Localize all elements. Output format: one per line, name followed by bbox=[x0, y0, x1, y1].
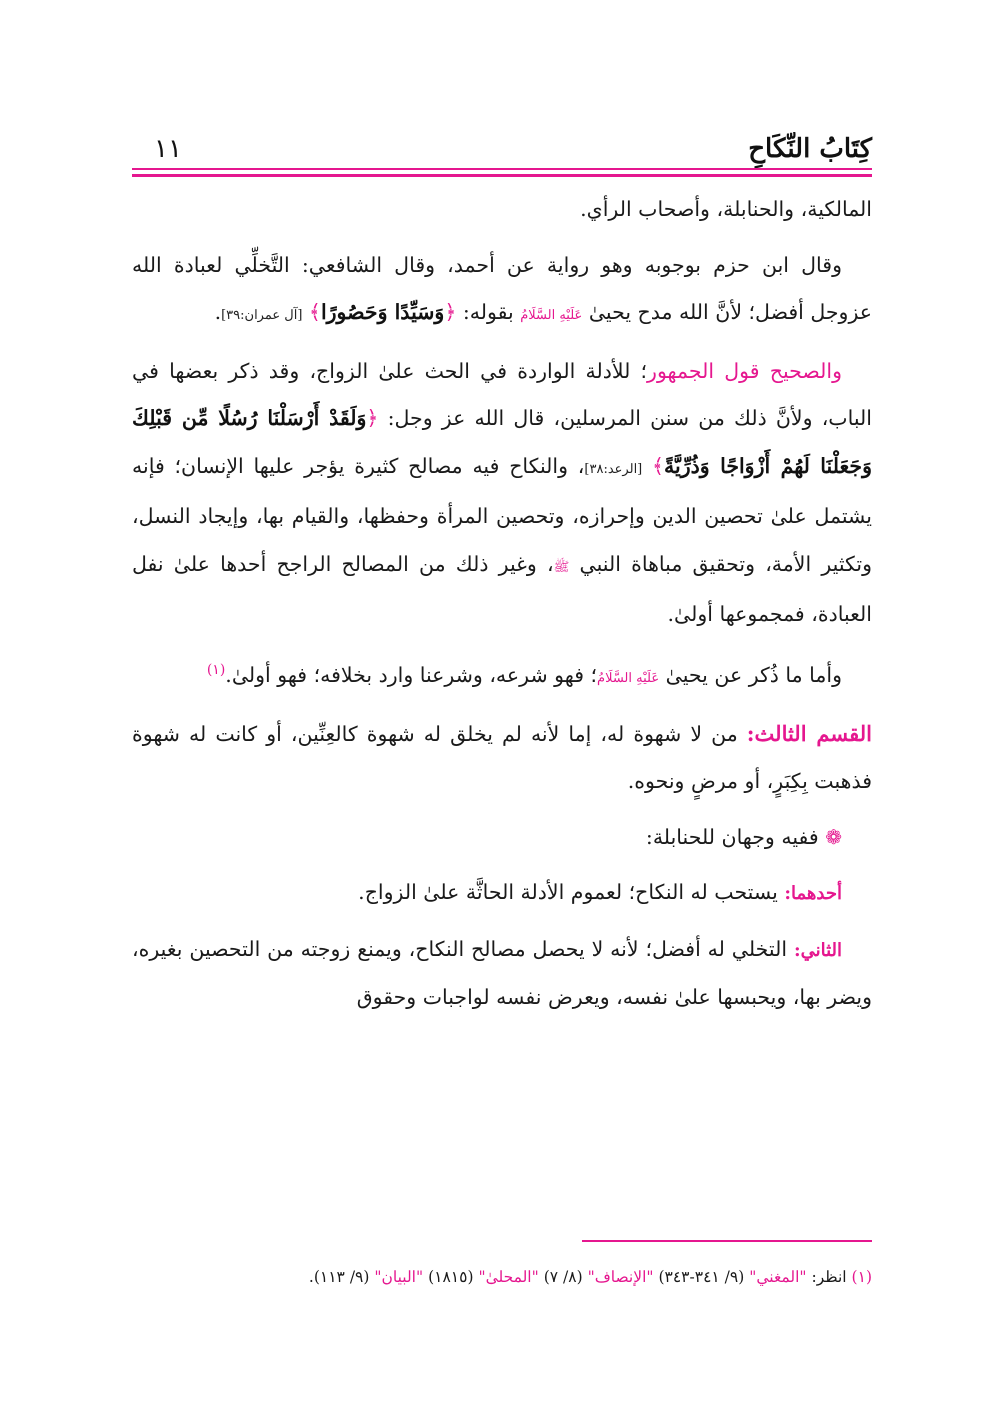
footnote-source-location: (٩/ ٣٤١-٣٤٣) bbox=[658, 1268, 745, 1286]
footnote-intro: انظر: bbox=[811, 1268, 847, 1286]
peace-be-upon-him-glyph: عَلَيْهِ السَّلَامُ bbox=[520, 308, 583, 323]
paragraph-8-text: التخلي له أفضل؛ لأنه لا يحصل مصالح النكاح، ويمنع زوجته من التحصين بغيره، ويضر بها، ويحبسها علىٰ نفسه، ويعرض نفسه لواجبات وحقوق bbox=[132, 936, 872, 1010]
peace-be-upon-him-glyph: عَلَيْهِ السَّلَامُ bbox=[597, 670, 660, 686]
main-text bbox=[132, 186, 872, 1030]
quran-verse: وَلَقَدْ أَرْسَلْنَا رُسُلًا مِّن قَبْلِكَ وَجَعَلْنَا لَهُمْ أَزْوَاجًا وَذُرِّيَّةً bbox=[132, 406, 872, 478]
section-label: القسم الثالث: bbox=[746, 720, 872, 746]
paragraph-1-text: المالكية، والحنابلة، وأصحاب الرأي. bbox=[580, 197, 872, 221]
point-label-second: الثاني: bbox=[793, 939, 842, 961]
footnote-source-title: "المحلىٰ" bbox=[478, 1268, 539, 1286]
header-rule-thick bbox=[132, 174, 872, 177]
page-number: ١١ bbox=[154, 134, 182, 164]
footnote-source-location: (٩/ ١١٣). bbox=[308, 1268, 370, 1286]
paragraph-4-text-b: ؛ فهو شرعه، وشرعنا وارد بخلافه؛ فهو أولىٰ. bbox=[225, 662, 598, 687]
paragraph-5 bbox=[132, 710, 872, 806]
paragraph-7-text: يستحب له النكاح؛ لعموم الأدلة الحاثَّة علىٰ الزواج. bbox=[358, 880, 778, 905]
paragraph-8 bbox=[132, 926, 872, 1022]
paragraph-4 bbox=[132, 647, 872, 702]
footnote-source-location: (١٨١٥) bbox=[428, 1268, 474, 1286]
footnote-marker[interactable]: (١) bbox=[206, 661, 226, 678]
flower-bullet-icon: ❁ bbox=[825, 824, 842, 849]
paragraph-6-text: ففيه وجهان للحنابلة: bbox=[645, 824, 819, 849]
paragraph-6 bbox=[132, 814, 872, 862]
footnote-number: (١) bbox=[851, 1268, 872, 1286]
paragraph-1 bbox=[132, 186, 872, 234]
footnote-source-title: "البيان" bbox=[374, 1268, 424, 1286]
quran-verse: وَسَيِّدًا وَحَصُورًا bbox=[320, 300, 445, 324]
paragraph-5-text: من لا شهوة له، إما لأنه لم يخلق له شهوة كالعِنِّين، أو كانت له شهوة فذهبت بِكِبَرٍ، أو مرضٍ ونحوه. bbox=[132, 721, 872, 794]
footnote bbox=[132, 1262, 872, 1292]
footnote-source-title: "الإنصاف" bbox=[587, 1268, 654, 1286]
paragraph-2-text-a: وقال ابن حزم بوجوبه وهو رواية عن أحمد، وقال الشافعي: التَّخلِّي لعبادة الله عزوجل أفضل؛ لأنَّ الله مدح يحيىٰ bbox=[132, 252, 872, 324]
footnote-source-title: "المغني" bbox=[749, 1268, 807, 1286]
quran-bracket-open: ﴿ bbox=[444, 300, 457, 324]
highlighted-phrase: والصحيح قول الجمهور bbox=[647, 358, 842, 383]
quran-bracket-close: ﴾ bbox=[652, 453, 665, 478]
paragraph-2 bbox=[132, 242, 872, 340]
header-rule-thin bbox=[132, 168, 872, 170]
footnote-rule bbox=[582, 1240, 872, 1242]
salawat-glyph: ﷺ bbox=[553, 559, 570, 575]
paragraph-3-text-b: ، والنكاح فيه مصالح كثيرة يؤجر عليها الإنسان؛ فإنه يشتمل علىٰ تحصين الدين وإحرازه، وتحصين المرأة وحفظها، والقيام بها، وإيجاد النسل، وتكثير الأمة، وتحقيق مباهاة النبي bbox=[132, 453, 872, 576]
footnote-source-location: (٨/ ٧) bbox=[543, 1268, 583, 1286]
paragraph-2-end: . bbox=[214, 300, 222, 324]
paragraph-3-text-a: ؛ للأدلة الواردة في الحث علىٰ الزواج، وقد ذكر بعضها في الباب، ولأنَّ ذلك من سنن المرسلين، قال الله عز وجل: bbox=[132, 358, 872, 430]
book-title: كِتَابُ النِّكَاحِ bbox=[748, 134, 872, 164]
verse-reference: [الرعد:٣٨] bbox=[584, 461, 643, 477]
quran-bracket-close: ﴾ bbox=[308, 300, 321, 324]
quran-bracket-open: ﴿ bbox=[366, 406, 379, 430]
paragraph-7 bbox=[132, 869, 872, 918]
running-header bbox=[132, 124, 872, 164]
paragraph-3-text-c: ، وغير ذلك من المصالح الراجح أحدها علىٰ نفل العبادة، فمجموعها أولىٰ. bbox=[132, 551, 872, 626]
paragraph-3 bbox=[132, 348, 872, 639]
verse-reference: [آل عمران:٣٩] bbox=[221, 308, 303, 323]
paragraph-2-text-b: بقوله: bbox=[462, 300, 514, 324]
paragraph-4-text-a: وأما ما ذُكر عن يحيىٰ bbox=[665, 662, 842, 687]
point-label-first: أحدهما: bbox=[784, 883, 842, 905]
